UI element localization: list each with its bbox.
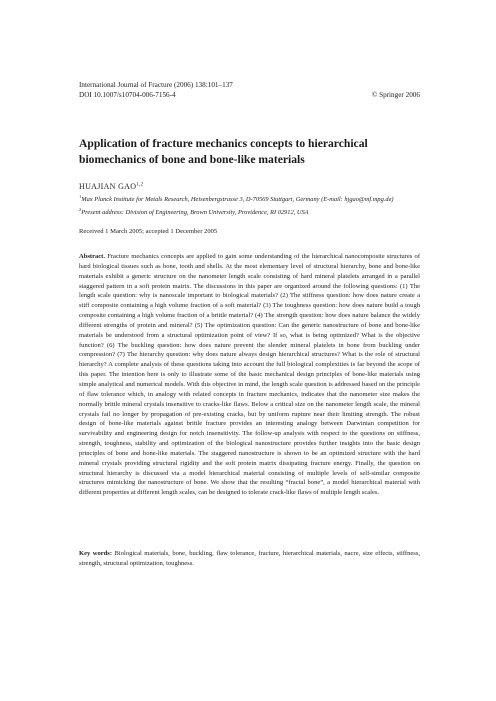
- affiliation-2-text: Present address: Division of Engineering, Brown University, Providence, RI 02912, USA: [81, 208, 309, 216]
- journal-citation: International Journal of Fracture (2006) 138:101–137: [79, 81, 233, 89]
- keywords-text: Biological materials, bone, buckling, flaw tolerance, fracture, hierarchical materials, nacre, size effects, stiffness, strength, structural optimization, toughness.: [79, 550, 421, 567]
- keywords-label: Key words:: [79, 550, 113, 557]
- doi: DOI 10.1007/s10704-006-7156-4: [79, 91, 176, 99]
- affiliation-1-sup: 1: [79, 194, 82, 199]
- affiliation-2: [79, 205, 420, 218]
- affiliations: [79, 192, 420, 217]
- abstract: [79, 252, 420, 498]
- journal-header: [79, 80, 420, 100]
- received-dates: Received 1 March 2005; accepted 1 December 2005: [79, 228, 218, 235]
- affiliation-1: [79, 192, 420, 205]
- author-line: [79, 182, 143, 191]
- paper-title: Application of fracture mechanics concepts to hierarchical biomechanics of bone and bone-like materials: [79, 137, 368, 166]
- abstract-label: Abstract.: [79, 253, 105, 260]
- author-name: HUAJIAN GAO: [79, 182, 137, 191]
- keywords: [79, 549, 420, 569]
- affiliation-2-sup: 2: [79, 206, 82, 212]
- author-superscript: 1,2: [136, 182, 144, 188]
- affiliation-1-text: Max Planck Institute for Metals Research, Heisenbergstrasse 3, D-70569 Stuttgart, Germany (E-mail: hjgao@mf.mpg.de): [81, 196, 394, 204]
- abstract-text: Fracture mechanics concepts are applied to gain some understanding of the hierarchical nanocomposite structures of hard biological tissues such as bone, tooth and shells. At the most elementary level of structural hierarchy, bone and bone-like materials exhibit a generic structure on the nanometer length scale consisting of hard mineral platelets arranged in a parallel staggered pattern in a soft protein matrix. The discussions in this paper are organized around the following questions: (1) The length scale question: why is nanoscale important to biological materials? (2) The stiffness question: how does nature create a stiff composite containing a high volume fraction of a soft material? (3) The toughness question: how does nature build a tough composite containing a high volume fraction of a brittle material? (4) The strength question: how does nature balance the widely different strengths of protein and mineral? (5) The optimization question: Can the generic nanostructure of bone and bone-like materials be understood from a structural optimization point of view? If so, what is being optimized? What is the objective function? (6) The buckling question: how does nature prevent the slender mineral platelets in bone from buckling under compression? (7) The hierarchy question: why does nature always design hierarchical structures? What is the role of structural hierarchy? A complete analysis of these questions taking into account the full biological complexities is far beyond the scope of this paper. The intention here is only to illustrate some of the basic mechanical design principles of bone-like materials using simple analytical and numerical models. With this objective in mind, the length scale question is addressed based on the principle of flaw tolerance which, in analogy with related concepts in fracture mechanics, indicates that the nanometer size makes the normally brittle mineral crystals insensitive to cracks-like flaws. Below a critical size on the nanometer length scale, the mineral crystals fail no longer by propagation of pre-existing cracks, but by uniform rupture near their limiting strength. The robust design of bone-like materials against brittle fracture provides an interesting analogy between Darwinian competition for survivability and engineering design for notch insensitivity. The follow-up analysis with respect to the questions on stiffness, strength, toughness, stability and optimization of the biological nanostructure provides further insights into the basic design principles of bone and bone-like materials. The staggered nanostructure is shown to be an optimized structure with the hard mineral crystals providing structural rigidity and the soft protein matrix dissipating fracture energy. Finally, the question on structural hierarchy is discussed via a model hierarchical material consisting of multiple levels of self-similar composite structures mimicking the nanostructure of bone. We show that the resulting “fractal bone”, a model hierarchical material with different properties at different length scales, can be designed to tolerate crack-like flaws of multiple length scales.: [79, 253, 420, 497]
- copyright: © Springer 2006: [371, 91, 420, 99]
